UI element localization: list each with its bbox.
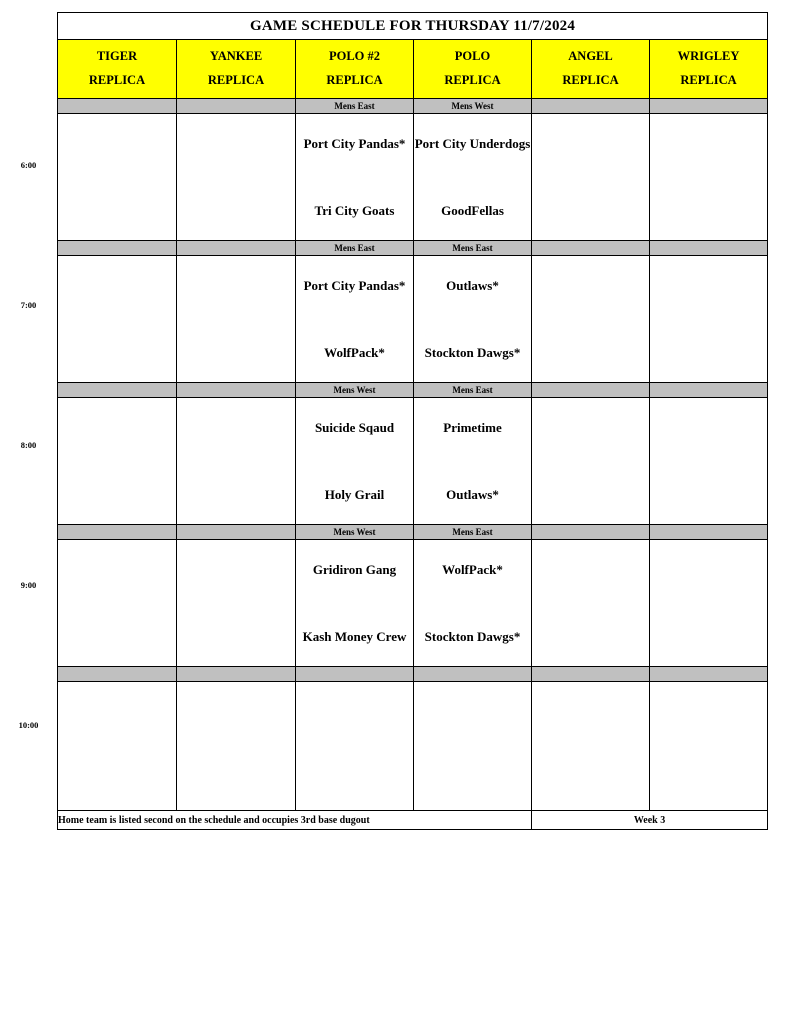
game-cell[interactable]: [532, 540, 650, 667]
division-cell: [58, 99, 177, 114]
field-name-line1: POLO #2: [328, 49, 381, 64]
home-team: Tri City Goats: [314, 203, 395, 218]
field-header-yankee: [177, 40, 296, 99]
field-header-tiger: [58, 40, 177, 99]
game-cell[interactable]: [296, 256, 414, 383]
game-cell[interactable]: [414, 540, 532, 667]
game-cell[interactable]: [58, 682, 177, 811]
division-cell: [650, 383, 768, 398]
page-title: GAME SCHEDULE FOR THURSDAY 11/7/2024: [58, 13, 768, 40]
game-cell[interactable]: [532, 398, 650, 525]
away-team: Primetime: [443, 420, 502, 435]
division-cell: Mens East: [296, 241, 414, 256]
time-label-10: 10:00: [18, 720, 39, 730]
division-cell: Mens West: [296, 383, 414, 398]
division-cell: Mens East: [414, 525, 532, 540]
field-name-line1: POLO: [454, 49, 491, 64]
time-label-7: 7:00: [20, 300, 37, 310]
game-cell[interactable]: [532, 256, 650, 383]
game-row: [58, 682, 768, 811]
game-cell[interactable]: [650, 682, 768, 811]
division-cell: Mens West: [296, 525, 414, 540]
game-cell[interactable]: [177, 398, 296, 525]
home-team: Kash Money Crew: [302, 629, 407, 644]
division-cell: Mens East: [414, 241, 532, 256]
away-team: Suicide Sqaud: [314, 420, 395, 435]
game-cell[interactable]: [296, 398, 414, 525]
field-name-line2: REPLICA: [680, 73, 737, 87]
field-name-line2: REPLICA: [444, 73, 501, 87]
division-cell: [650, 525, 768, 540]
division-cell: [177, 241, 296, 256]
time-gutter: [0, 12, 57, 832]
division-cell: Mens East: [414, 383, 532, 398]
field-name-line1: WRIGLEY: [677, 49, 740, 64]
game-cell[interactable]: [177, 540, 296, 667]
field-name-line1: ANGEL: [568, 49, 613, 64]
home-team: Stockton Dawgs*: [424, 345, 521, 360]
field-name-line2: REPLICA: [326, 73, 383, 87]
game-row: [58, 540, 768, 667]
division-row: [58, 525, 768, 540]
game-cell[interactable]: [532, 682, 650, 811]
home-team: Outlaws*: [446, 487, 499, 502]
game-cell[interactable]: [177, 114, 296, 241]
time-label-8: 8:00: [20, 440, 37, 450]
field-header-polo2: [296, 40, 414, 99]
division-cell: [177, 383, 296, 398]
field-name-line2: REPLICA: [562, 73, 619, 87]
field-name-line1: TIGER: [96, 49, 138, 64]
division-cell: [532, 241, 650, 256]
game-cell[interactable]: [58, 114, 177, 241]
home-team: Holy Grail: [324, 487, 385, 502]
game-cell[interactable]: [414, 256, 532, 383]
division-cell: Mens East: [296, 99, 414, 114]
field-header-wrigley: [650, 40, 768, 99]
away-team: WolfPack*: [442, 562, 503, 577]
away-team: Gridiron Gang: [312, 562, 397, 577]
game-row: [58, 398, 768, 525]
game-row: [58, 256, 768, 383]
division-cell: [650, 667, 768, 682]
home-team: GoodFellas: [441, 203, 504, 218]
division-cell: Mens West: [414, 99, 532, 114]
game-cell[interactable]: [58, 540, 177, 667]
game-cell[interactable]: [650, 540, 768, 667]
field-header-row: [58, 40, 768, 99]
game-cell[interactable]: [177, 256, 296, 383]
game-cell[interactable]: [650, 398, 768, 525]
division-cell: [177, 667, 296, 682]
division-cell: [650, 99, 768, 114]
field-name-line2: REPLICA: [88, 73, 146, 87]
division-cell: [532, 667, 650, 682]
division-cell: [58, 241, 177, 256]
game-cell[interactable]: [58, 398, 177, 525]
division-cell: [58, 525, 177, 540]
game-cell[interactable]: [296, 682, 414, 811]
division-row: [58, 241, 768, 256]
home-team: WolfPack*: [324, 345, 385, 360]
division-cell: [532, 99, 650, 114]
footer-row: [58, 811, 768, 830]
away-team: Port City Pandas*: [303, 278, 406, 293]
game-cell[interactable]: [58, 256, 177, 383]
game-cell[interactable]: [414, 114, 532, 241]
away-team: Outlaws*: [446, 278, 499, 293]
time-label-9: 9:00: [20, 580, 37, 590]
division-row: [58, 99, 768, 114]
game-cell[interactable]: [177, 682, 296, 811]
game-cell[interactable]: [532, 114, 650, 241]
division-cell: [58, 667, 177, 682]
division-cell: [532, 383, 650, 398]
game-cell[interactable]: [414, 398, 532, 525]
schedule-sheet: [57, 12, 767, 830]
division-cell: [296, 667, 414, 682]
week-label: Week 3: [532, 811, 768, 830]
away-team: Port City Underdogs: [414, 136, 531, 151]
title-row: [58, 13, 768, 40]
game-cell[interactable]: [296, 540, 414, 667]
game-row: [58, 114, 768, 241]
game-cell[interactable]: [296, 114, 414, 241]
home-team: Stockton Dawgs*: [424, 629, 521, 644]
field-name-line2: REPLICA: [207, 73, 265, 87]
game-cell[interactable]: [650, 114, 768, 241]
division-cell: [532, 525, 650, 540]
time-label-6: 6:00: [20, 160, 37, 170]
schedule-table: [57, 12, 768, 830]
field-header-polo: [414, 40, 532, 99]
division-cell: [177, 525, 296, 540]
field-header-angel: [532, 40, 650, 99]
division-cell: [650, 241, 768, 256]
division-cell: [177, 99, 296, 114]
game-cell[interactable]: [414, 682, 532, 811]
division-cell: [58, 383, 177, 398]
field-name-line1: YANKEE: [209, 49, 263, 64]
division-cell: [414, 667, 532, 682]
division-row: [58, 383, 768, 398]
away-team: Port City Pandas*: [303, 136, 406, 151]
game-cell[interactable]: [650, 256, 768, 383]
footer-note: Home team is listed second on the schedule and occupies 3rd base dugout: [58, 811, 532, 830]
division-row: [58, 667, 768, 682]
